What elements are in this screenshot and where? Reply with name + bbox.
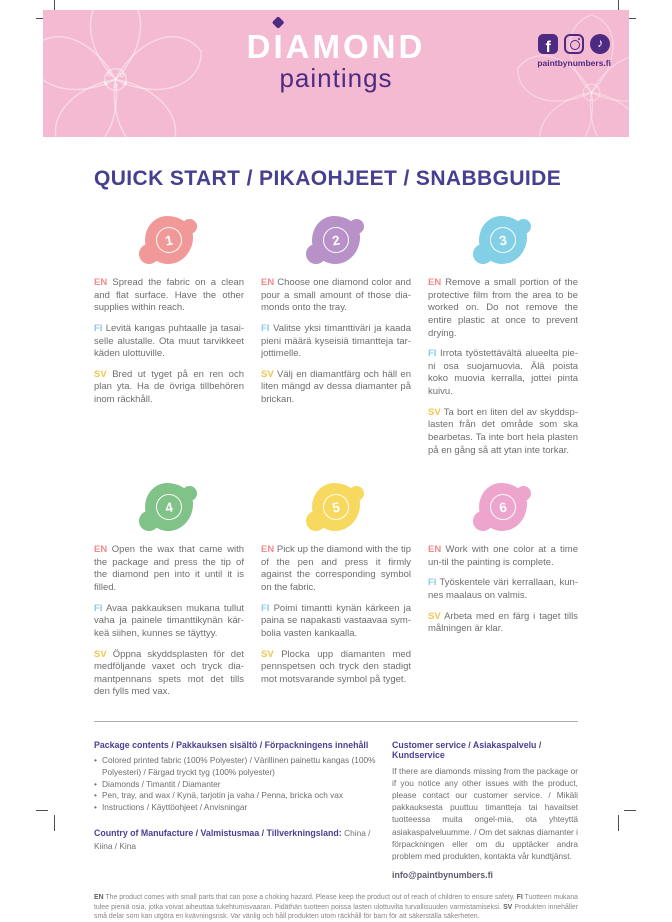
step-5-number: 5 [321,492,351,522]
lang-label-fi: FI [428,348,437,360]
lang-label-en: EN [94,544,108,556]
lang-label-en: EN [261,277,275,288]
step-4 [94,483,244,707]
lang-label-fi: FI [94,322,103,334]
step-4-blob [145,483,193,531]
lang-label-sv: SV [261,368,274,380]
customer-service-text: If there are diamonds missing from the package or if you notice any other issues with the product, please contact our customer service. / Mikäli pakkauksesta puuttuu timantteja tai havaitset tuotteessa muita ongel-mia, ota yhteyttä asiakaspalveluumme. / Om det saknas diamanter i förpackningen eller om du upptäcker andra problem med produkten, kontakta vår kundtjänst. [392,766,578,861]
step-4-en: EN Open the wax that came with the package and press the tip of the diamond pen into it until it is filled. [94,544,245,593]
customer-service-email[interactable]: info@paintbynumbers.fi [392,869,493,880]
logo-subtitle: paintings [279,63,393,93]
info-section [94,740,578,880]
crop-mark [36,810,48,811]
country-of-manufacture: Country of Manufacture / Valmistusmaa / Tillverkningsland: China / Kiina / Kina [94,827,371,851]
step-5-en: EN Pick up the diamond with the tip of the pen and press it firmly against the corresponding symbol on the fabric. [261,544,412,593]
page-title: QUICK START / PIKAOHJEET / SNABBGUIDE [94,167,562,190]
step-3-blob [479,216,527,264]
section-divider [94,721,578,722]
lang-label-fi: FI [428,577,437,589]
customer-service-heading: Customer service / Asiakaspalvelu / Kundservice [392,740,542,760]
step-6-en: EN Work with one color at a time un-til the painting is complete. [428,544,579,568]
package-item: • Instructions / Käyttöohjeet / Anvisningar [94,802,376,814]
step-5-blob [312,483,360,531]
step-3 [428,216,578,465]
step-3-fi: FI Irrota työstettävältä alueelta pie-ni osa suojamuovia. Älä poista koko muovia kerralla, jottei pinta kuivu. [428,348,579,397]
step-4-fi: FI Avaa pakkauksen mukana tullut vaha ja painele timanttikynän kär-keä siihen, kunnes se täyttyy. [94,602,244,639]
instagram-icon[interactable] [564,34,584,54]
steps-grid [94,216,578,707]
lang-label-sv: SV [94,648,107,660]
step-3-sv: SV Ta bort en liten del av skyddsp-lasten från det område som ska bearbetas. Ta inte bort hela plasten på en gång så att ytan inte torkar. [428,406,578,456]
brand-banner [43,10,629,137]
step-4-sv: SV Öppna skyddsplasten för det medföljande vaxet och tryck dia-mantpennans spets mot det tills den fylls med vax. [94,648,245,698]
lang-label-sv: SV [428,610,441,622]
lang-label-fi: FI [94,602,103,614]
package-contents [94,740,376,880]
step-6-fi: FI Työskentele väri kerrallaan, kun-nes maalaus on valmis. [428,577,578,601]
step-6 [428,483,578,707]
lang-label-en: EN [428,277,442,288]
brand-logo [247,30,426,93]
step-1-number: 1 [154,225,184,255]
step-6-sv: SV Arbeta med en färg i taget tills målningen är klar. [428,610,578,635]
crop-mark [54,815,55,831]
step-1-en: EN Spread the fabric on a clean and flat surface. Have the other supplies within reach. [94,277,244,314]
step-1-sv: SV Bred ut tyget på en ren och plan yta. Ha de övriga tillbehören inom räckhåll. [94,368,245,405]
social-block [537,34,611,68]
step-2-fi: FI Valitse yksi timanttiväri ja kaada pieni määrä kyseisiä timantteja tar-jottimelle. [261,322,412,360]
lang-label-en: EN [428,544,442,556]
tiktok-icon[interactable] [590,34,610,54]
lang-label-sv: SV [94,368,107,380]
step-6-blob [479,483,527,531]
lang-label-fi: FI [261,322,270,334]
website-url[interactable]: paintbynumbers.fi [537,58,611,68]
step-5 [261,483,411,707]
step-4-number: 4 [154,492,184,522]
lang-label-fi: FI [261,602,270,614]
step-1-blob [145,216,193,264]
quick-start-leaflet [36,0,636,921]
package-item: • Diamonds / Timantit / Diamanter [94,779,376,791]
logo-wordmark: DIAMOND [246,28,426,65]
package-item: • Pen, tray, and wax / Kynä, tarjotin ja vaha / Penna, bricka och vax [94,790,376,802]
step-1 [94,216,244,465]
step-2-number: 2 [321,225,351,255]
logo-diamond-icon: I [273,28,286,65]
customer-service [392,740,578,880]
step-3-en: EN Remove a small portion of the protective film from the area to be worked on. Do not remove the entire plastic at once to prevent drying. [428,277,578,339]
package-contents-heading: Package contents / Pakkauksen sisältö / Förpackningens innehåll [94,740,369,750]
choking-hazard-warning: EN The product comes with small parts that can pose a choking hazard. Please keep the product out of reach of children to ensure safety. FI Tuotteen mukana tulee pieniä osia, jotka voivat aiheuttaa tukehtumisvaaran. Pidäthän tuotteen poissa lasten ulottuvilta turvallisuuden varmistamiseksi. SV Produkten innehåller små delar som kan utgöra en kvävningsrisk. Var vänlig och håll produkten utom räckhåll för barn för att säkerställa säkerheten. [94,893,578,921]
lang-label-sv: SV [261,648,274,660]
step-2 [261,216,411,465]
step-5-sv: SV Plocka upp diamanten med pennspetsen och tryck den stadigt mot motsvarande symbol på tyget. [261,648,411,685]
crop-mark [618,815,619,831]
lang-label-en: EN [261,544,275,556]
package-contents-list [94,755,376,814]
step-2-sv: SV Välj en diamantfärg och häll en liten mängd av dessa diamanter på brickan. [261,368,411,405]
step-1-fi: FI Levitä kangas puhtaalle ja tasai-selle alustalle. Ota muut tarvikkeet käden ulottuville. [94,322,244,360]
step-5-fi: FI Poimi timantti kynän kärkeen ja paina se napakasti vastaavaa sym-bolia vasten kankaalla. [261,602,411,639]
step-2-en: EN Choose one diamond color and pour a small amount of those dia-monds onto the tray. [261,277,411,314]
package-item: • Colored printed fabric (100% Polyester) / Värillinen painettu kangas (100% Polyesteri) / Färgad tryckt tyg (100% polyester) [94,755,376,779]
lang-label-sv: SV [428,406,441,418]
facebook-icon[interactable] [538,34,558,54]
lang-label-en: EN [94,277,108,288]
leaflet-content [94,137,578,922]
crop-mark [624,810,636,811]
step-2-blob [312,216,360,264]
step-6-number: 6 [488,492,518,522]
step-3-number: 3 [488,225,518,255]
